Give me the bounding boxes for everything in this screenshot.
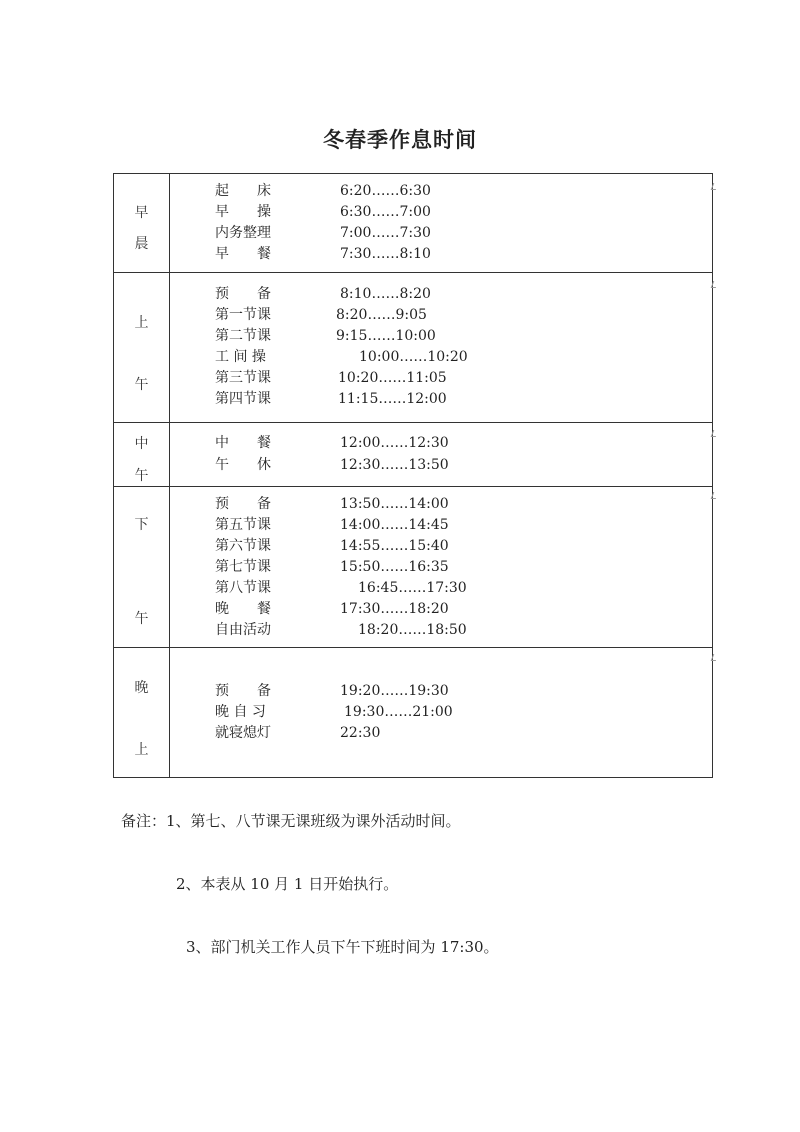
period-label-morning: 早 (134, 205, 149, 221)
period-label-afternoon: 下 (134, 517, 149, 533)
activity-name: 预 备 (215, 496, 271, 512)
period-label-evening: 晚 (134, 680, 149, 696)
revision-mark (711, 654, 719, 661)
period-label-afternoon: 午 (134, 611, 149, 627)
revision-mark (711, 281, 719, 288)
activity-name: 预 备 (215, 286, 271, 302)
activity-time: 17:30……18:20 (340, 601, 449, 617)
activity-name: 第七节课 (215, 559, 271, 575)
activity-name: 中 餐 (215, 435, 271, 451)
activity-time: 8:20……9:05 (336, 307, 427, 323)
activity-time: 8:10……8:20 (340, 286, 431, 302)
row-divider (114, 486, 712, 487)
document-title: 冬春季作息时间 (323, 127, 477, 152)
activity-time: 12:30……13:50 (340, 457, 449, 473)
activity-time: 7:30……8:10 (340, 246, 431, 262)
activity-name: 自由活动 (215, 622, 271, 638)
activity-time: 6:20……6:30 (340, 183, 431, 199)
revision-mark (711, 430, 719, 437)
schedule-table (113, 173, 713, 778)
note-line: 2、本表从 10 月 1 日开始执行。 (176, 875, 399, 893)
activity-name: 第三节课 (215, 370, 271, 386)
row-divider (114, 422, 712, 423)
activity-name: 早 操 (215, 204, 271, 220)
activity-name: 晚 自 习 (215, 704, 266, 720)
period-label-morning: 晨 (134, 236, 149, 252)
activity-time: 22:30 (340, 725, 381, 741)
activity-name: 第二节课 (215, 328, 271, 344)
row-divider (114, 272, 712, 273)
activity-name: 第一节课 (215, 307, 271, 323)
activity-name: 早 餐 (215, 246, 271, 262)
row-divider (114, 647, 712, 648)
period-label-evening: 上 (134, 742, 149, 758)
activity-name: 预 备 (215, 683, 271, 699)
activity-name: 第八节课 (215, 580, 271, 596)
activity-name: 起 床 (215, 183, 271, 199)
period-label-forenoon: 上 (134, 315, 149, 331)
activity-time: 14:55……15:40 (340, 538, 449, 554)
activity-time: 19:30……21:00 (344, 704, 453, 720)
revision-mark (711, 183, 719, 190)
activity-time: 19:20……19:30 (340, 683, 449, 699)
period-label-forenoon: 午 (134, 377, 149, 393)
activity-name: 第四节课 (215, 391, 271, 407)
activity-time: 12:00……12:30 (340, 435, 449, 451)
activity-time: 14:00……14:45 (340, 517, 449, 533)
activity-name: 第五节课 (215, 517, 271, 533)
activity-name: 就寝熄灯 (215, 725, 271, 741)
activity-time: 7:00……7:30 (340, 225, 431, 241)
activity-time: 16:45……17:30 (358, 580, 467, 596)
revision-mark (711, 492, 719, 499)
note-line: 3、部门机关工作人员下午下班时间为 17:30。 (186, 938, 499, 956)
activity-time: 11:15……12:00 (338, 391, 447, 407)
activity-name: 第六节课 (215, 538, 271, 554)
activity-name: 内务整理 (215, 225, 271, 241)
period-label-noon: 中 (134, 436, 149, 452)
note-line: 备注：1、第七、八节课无课班级为课外活动时间。 (121, 812, 461, 830)
activity-time: 10:20……11:05 (338, 370, 447, 386)
activity-time: 9:15……10:00 (336, 328, 436, 344)
activity-time: 15:50……16:35 (340, 559, 449, 575)
activity-time: 18:20……18:50 (358, 622, 467, 638)
activity-time: 6:30……7:00 (340, 204, 431, 220)
activity-time: 13:50……14:00 (340, 496, 449, 512)
activity-name: 工 间 操 (215, 349, 266, 365)
activity-name: 午 休 (215, 457, 271, 473)
activity-name: 晚 餐 (215, 601, 271, 617)
period-label-noon: 午 (134, 468, 149, 484)
column-divider (169, 174, 170, 777)
activity-time: 10:00……10:20 (359, 349, 468, 365)
